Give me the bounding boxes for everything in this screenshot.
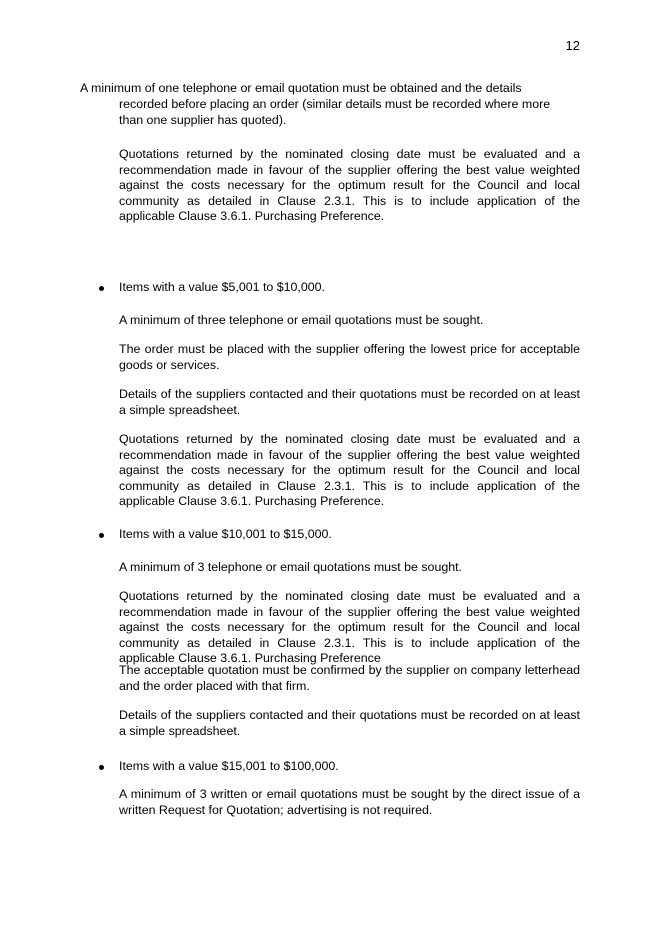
bullet-icon [99,286,104,291]
intro-rest: recorded before placing an order (similar details must be recorded where more than one supplier has quoted). [119,97,551,127]
intro-paragraph [80,80,556,128]
bullet-icon [99,533,104,538]
s1-paragraph-3: Details of the suppliers contacted and their quotations must be recorded on at least a simple spreadsheet. [119,387,580,417]
intro-first-line: A minimum of one telephone or email quotation must be obtained and the details [80,81,522,95]
bullet-5001-10000: Items with a value $5,001 to $10,000. [119,280,325,294]
bullet-15001-100000: Items with a value $15,001 to $100,000. [119,759,339,773]
bullet-icon [99,765,104,770]
s1-paragraph-4: Quotations returned by the nominated closing date must be evaluated and a recommendation made in favour of the supplier offering the best value weighted against the costs necessary for the optimum result for the Council and local community as detailed in Clause 2.3.1. This is to include application of the applicable Clause 3.6.1. Purchasing Preference. [119,432,580,509]
s1-paragraph-2: The order must be placed with the supplier offering the lowest price for acceptable goods or services. [119,342,580,372]
s2-paragraph-2b: The acceptable quotation must be confirmed by the supplier on company letterhead and the order placed with that firm. [119,663,580,693]
evaluation-paragraph: Quotations returned by the nominated closing date must be evaluated and a recommendation made in favour of the supplier offering the best value weighted against the costs necessary for the optimum result for the Council and local community as detailed in Clause 2.3.1. This is to include application of the applicable Clause 3.6.1. Purchasing Preference. [119,147,580,224]
s2-paragraph-1: A minimum of 3 telephone or email quotations must be sought. [119,560,462,574]
s1-paragraph-1: A minimum of three telephone or email quotations must be sought. [119,313,484,327]
s2-paragraph-3: Details of the suppliers contacted and their quotations must be recorded on at least a simple spreadsheet. [119,708,580,738]
bullet-10001-15000: Items with a value $10,001 to $15,000. [119,527,332,541]
s2-paragraph-2: Quotations returned by the nominated closing date must be evaluated and a recommendation made in favour of the supplier offering the best value weighted against the costs necessary for the optimum result for the Council and local community as detailed in Clause 2.3.1. This is to include application of the applicable Clause 3.6.1. Purchasing Preference [119,589,580,666]
s3-paragraph-1: A minimum of 3 written or email quotations must be sought by the direct issue of a written Request for Quotation; advertising is not required. [119,787,580,817]
page-number: 12 [565,38,580,53]
